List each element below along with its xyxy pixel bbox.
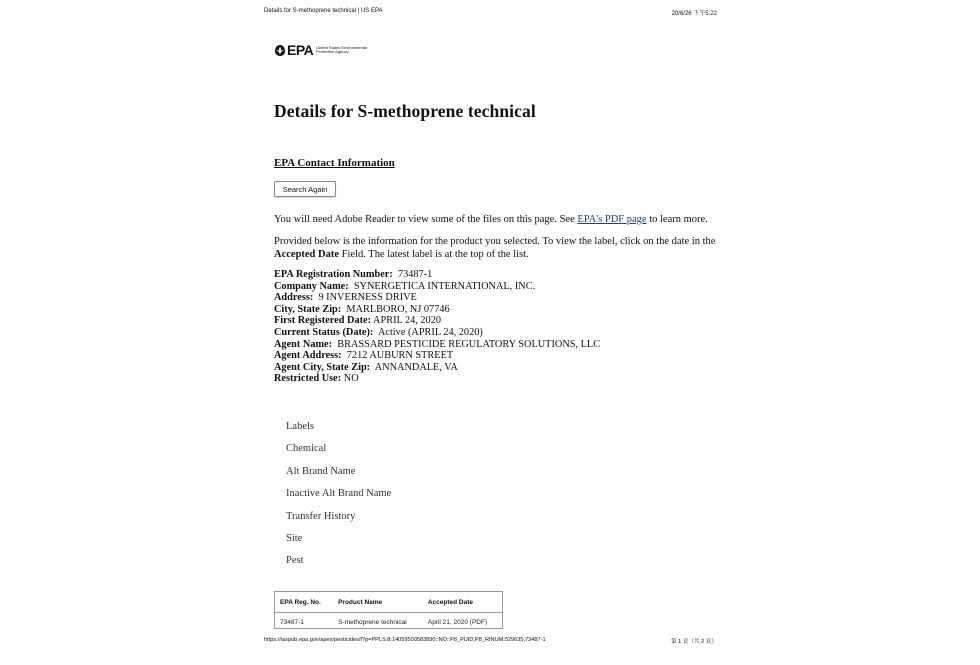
reg-label: City, State Zip:	[274, 303, 342, 315]
detail-tabs	[286, 421, 391, 578]
adobe-reader-notice	[274, 214, 714, 227]
tab-labels[interactable]: Labels	[286, 421, 314, 432]
notice-text-before: You will need Adobe Reader to view some of the files on this page. See	[274, 214, 578, 225]
reg-value: 73487-1	[397, 269, 433, 280]
reg-label: Agent Name:	[274, 338, 333, 350]
print-footer	[264, 637, 717, 645]
print-header-datetime: 20/6/26 下午5:22	[671, 11, 717, 17]
epa-logo-text: EPA	[287, 42, 314, 58]
page-title: Details for S-methoprene technical	[274, 101, 536, 121]
reg-row-epa-reg-number	[274, 269, 600, 281]
column-header-reg-no[interactable]: EPA Reg. No.	[275, 592, 334, 613]
reg-row-company-name	[274, 281, 600, 293]
reg-label: Current Status (Date):	[274, 326, 374, 338]
epa-logo-tagline: United States Environmental Protection Agency	[316, 44, 367, 54]
epa-pdf-page-link[interactable]: EPA's PDF page	[577, 214, 647, 225]
search-again-button[interactable]: Search Again	[274, 181, 336, 197]
tab-pest[interactable]: Pest	[286, 555, 304, 567]
reg-value: 7212 AUBURN STREET	[346, 350, 454, 362]
cell-reg-no: 73487-1	[280, 619, 304, 626]
tab-site[interactable]: Site	[286, 532, 303, 544]
reg-row-agent-city	[274, 362, 600, 374]
print-footer-url: https://iaspub.epa.gov/apex/pesticides/f?p=PPLS:8:14059500583890::NO::P8_PUID,P8_RINUM:529635,73487-1	[264, 637, 546, 643]
reg-row-current-status	[274, 327, 600, 339]
registration-details	[274, 269, 600, 385]
reg-label: Address:	[274, 292, 314, 304]
notice-text-after: to learn more.	[646, 214, 708, 225]
reg-value: BRASSARD PESTICIDE REGULATORY SOLUTIONS, LLC	[337, 338, 601, 350]
reg-row-first-registered	[274, 315, 600, 327]
reg-row-agent-name	[274, 339, 600, 351]
reg-row-agent-address	[274, 350, 600, 362]
reg-label: Restricted Use:	[274, 373, 342, 385]
cell-accepted-date-link[interactable]: April 21, 2020 (PDF)	[427, 619, 488, 626]
epa-contact-link[interactable]: EPA Contact Information	[274, 157, 395, 169]
print-header	[264, 8, 717, 17]
labels-table	[274, 591, 503, 629]
cell-product-name: S-methoprene technical	[338, 619, 407, 626]
tab-chemical[interactable]: Chemical	[286, 443, 327, 455]
print-footer-page: 第 1 頁（共 2 頁）	[670, 639, 717, 645]
print-header-title: Details for S-methoprene technical | US EPA	[264, 8, 383, 14]
table-header-row	[275, 592, 503, 613]
reg-label: EPA Registration Number:	[274, 269, 393, 280]
reg-row-address	[274, 292, 600, 304]
instructions-paragraph	[274, 236, 716, 261]
reg-row-restricted-use	[274, 373, 600, 385]
column-header-product-name[interactable]: Product Name	[333, 592, 423, 613]
reg-label: Company Name:	[274, 280, 349, 292]
epa-flower-icon	[274, 44, 286, 57]
reg-value: SYNERGETICA INTERNATIONAL, INC.	[353, 280, 536, 292]
reg-label: First Registered Date:	[274, 315, 372, 327]
reg-value: ANNANDALE, VA	[374, 361, 458, 373]
instructions-line1: Provided below is the information for the product you selected. To view the label, click on the date in the	[274, 236, 716, 247]
tab-alt-brand-name[interactable]: Alt Brand Name	[286, 465, 356, 477]
tab-inactive-alt-brand-name[interactable]: Inactive Alt Brand Name	[286, 488, 392, 500]
instructions-rest: Field. The latest label is at the top of the list.	[339, 248, 529, 260]
reg-value: Active (APRIL 24, 2020)	[377, 326, 483, 338]
column-header-accepted-date[interactable]: Accepted Date	[423, 592, 503, 613]
reg-row-city-state-zip	[274, 304, 600, 316]
tab-transfer-history[interactable]: Transfer History	[286, 510, 356, 522]
reg-label: Agent Address:	[274, 350, 342, 362]
reg-value: 9 INVERNESS DRIVE	[318, 292, 417, 304]
reg-value: APRIL 24, 2020	[373, 315, 442, 327]
epa-logo[interactable]	[274, 42, 376, 58]
accepted-date-bold: Accepted Date	[274, 248, 340, 260]
reg-label: Agent City, State Zip:	[274, 361, 371, 373]
table-row	[275, 613, 503, 629]
reg-value: MARLBORO, NJ 07746	[346, 303, 450, 315]
reg-value: NO	[343, 373, 359, 385]
